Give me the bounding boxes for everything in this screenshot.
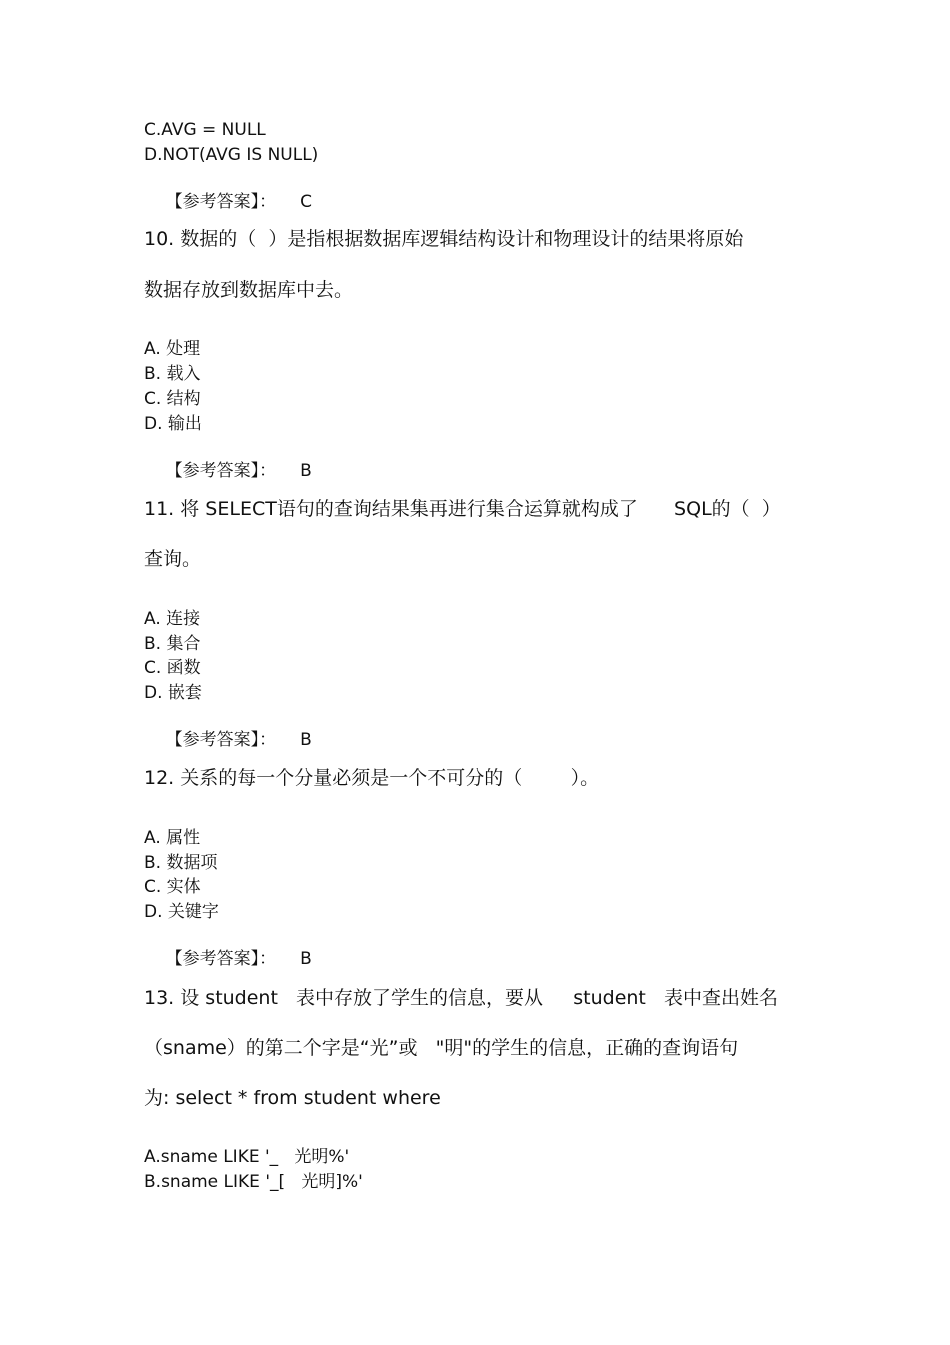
- q13-stem-line-2: （sname）的第二个字是“光”或 "明"的学生的信息，正确的查询语句: [144, 1037, 739, 1059]
- answer-label: 【参考答案】：: [165, 461, 277, 481]
- q12-answer: [144, 926, 312, 992]
- q12-option-c: C. 实体: [144, 877, 201, 897]
- q10-stem-line-1: 10. 数据的（ ）是指根据数据库逻辑结构设计和物理设计的结果将原始: [144, 228, 744, 250]
- q10-option-c: C. 结构: [144, 389, 201, 409]
- q12-stem-line-1: 12. 关系的每一个分量必须是一个不可分的（ ）。: [144, 767, 600, 789]
- q12-option-b: B. 数据项: [144, 853, 218, 873]
- q11-option-c: C. 函数: [144, 658, 201, 678]
- q9-option-c: C.AVG = NULL: [144, 120, 266, 140]
- q10-option-d: D. 输出: [144, 414, 202, 434]
- answer-value: B: [300, 949, 312, 969]
- q11-option-b: B. 集合: [144, 634, 201, 654]
- answer-label: 【参考答案】：: [165, 192, 277, 212]
- q11-option-a: A. 连接: [144, 609, 201, 629]
- answer-label: 【参考答案】：: [165, 730, 277, 750]
- answer-label: 【参考答案】：: [165, 949, 277, 969]
- q9-option-d: D.NOT(AVG IS NULL): [144, 145, 319, 165]
- q13-option-a: A.sname LIKE '_ 光明%': [144, 1147, 350, 1167]
- q13-option-b: B.sname LIKE '_[ 光明]%': [144, 1172, 363, 1192]
- q11-option-d: D. 嵌套: [144, 683, 202, 703]
- q10-stem-line-2: 数据存放到数据库中去。: [144, 279, 354, 301]
- q12-option-d: D. 关键字: [144, 902, 219, 922]
- q10-option-b: B. 载入: [144, 364, 201, 384]
- answer-value: C: [300, 192, 312, 212]
- q13-stem-line-3: 为: select * from student where: [144, 1087, 441, 1109]
- answer-value: B: [300, 461, 312, 481]
- q12-option-a: A. 属性: [144, 828, 201, 848]
- answer-value: B: [300, 730, 312, 750]
- q13-stem-line-1: 13. 设 student 表中存放了学生的信息，要从 student 表中查出姓名: [144, 987, 778, 1009]
- q10-option-a: A. 处理: [144, 339, 201, 359]
- q11-stem-line-2: 查询。: [144, 548, 202, 570]
- q11-stem-line-1: 11. 将 SELECT语句的查询结果集再进行集合运算就构成了 SQL的（ ）: [144, 498, 781, 520]
- q11-answer: [144, 707, 312, 773]
- q10-answer: [144, 438, 312, 504]
